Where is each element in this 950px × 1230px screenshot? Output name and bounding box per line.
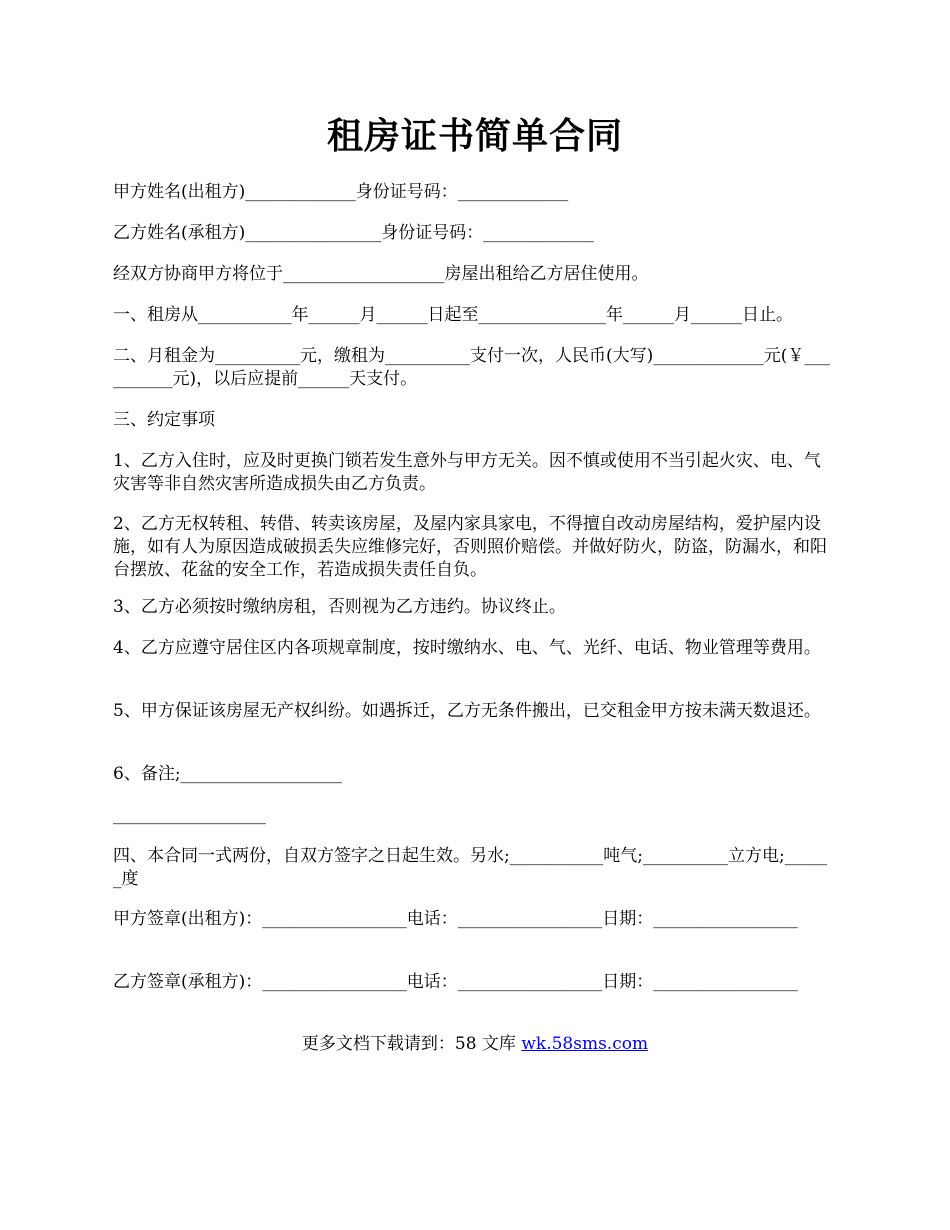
rent-paragraph: 二、月租金为__________元，缴租为__________支付一次，人民币(大写)_____________元(￥__________元)，以后应提前______天支付。 <box>113 346 830 389</box>
item-1-paragraph: 1、乙方入住时，应及时更换门锁若发生意外与甲方无关。因不慎或使用不当引起火灾、电、气灾害等非自然灾害所造成损失由乙方负责。 <box>113 451 821 494</box>
party-b-line: 乙方姓名(承租方)________________身份证号码：_____________ <box>113 223 594 243</box>
clause-4-paragraph: 四、本合同一式两份，自双方签字之日起生效。另水;___________吨气;__________立方电;______度 <box>113 846 828 889</box>
item-3-paragraph: 3、乙方必须按时缴纳房租，否则视为乙方违约。协议终止。 <box>113 597 566 617</box>
agreed-items-heading: 三、约定事项 <box>113 410 215 430</box>
footer-link[interactable]: wk.58sms.com <box>521 1034 649 1054</box>
item-4-paragraph: 4、乙方应遵守居住区内各项规章制度，按时缴纳水、电、气、光纤、电话、物业管理等费用。 <box>113 638 821 658</box>
footer-text: 更多文档下载请到：58 文库 <box>301 1034 522 1054</box>
item-6-remarks-continued: __________________ <box>113 805 266 825</box>
item-5-paragraph: 5、甲方保证该房屋无产权纠纷。如遇拆迁，乙方无条件搬出，已交租金甲方按未满天数退还。 <box>113 701 821 721</box>
term-line: 一、租房从___________年______月______日起至_______________年______月______日止。 <box>113 305 793 325</box>
intro-line: 经双方协商甲方将位于___________________房屋出租给乙方居住使用。 <box>113 264 649 284</box>
party-a-line: 甲方姓名(出租方)_____________身份证号码：_____________ <box>113 182 569 202</box>
item-2-paragraph: 2、乙方无权转租、转借、转卖该房屋，及屋内家具家电，不得擅自改动房屋结构，爱护屋内设施，如有人为原因造成破损丢失应维修完好，否则照价赔偿。并做好防火，防盗，防漏水，和阳台摆放、花盆的安全工作，若造成损失责任自负。 <box>113 514 827 580</box>
footer <box>0 1033 950 1056</box>
item-6-remarks: 6、备注;___________________ <box>113 764 343 784</box>
party-b-signature-line: 乙方签章(承租方)：_________________电话：_________________日期：_________________ <box>113 972 798 992</box>
party-a-signature-line: 甲方签章(出租方)：_________________电话：_________________日期：_________________ <box>113 909 798 929</box>
document-title: 租房证书简单合同 <box>326 115 623 157</box>
